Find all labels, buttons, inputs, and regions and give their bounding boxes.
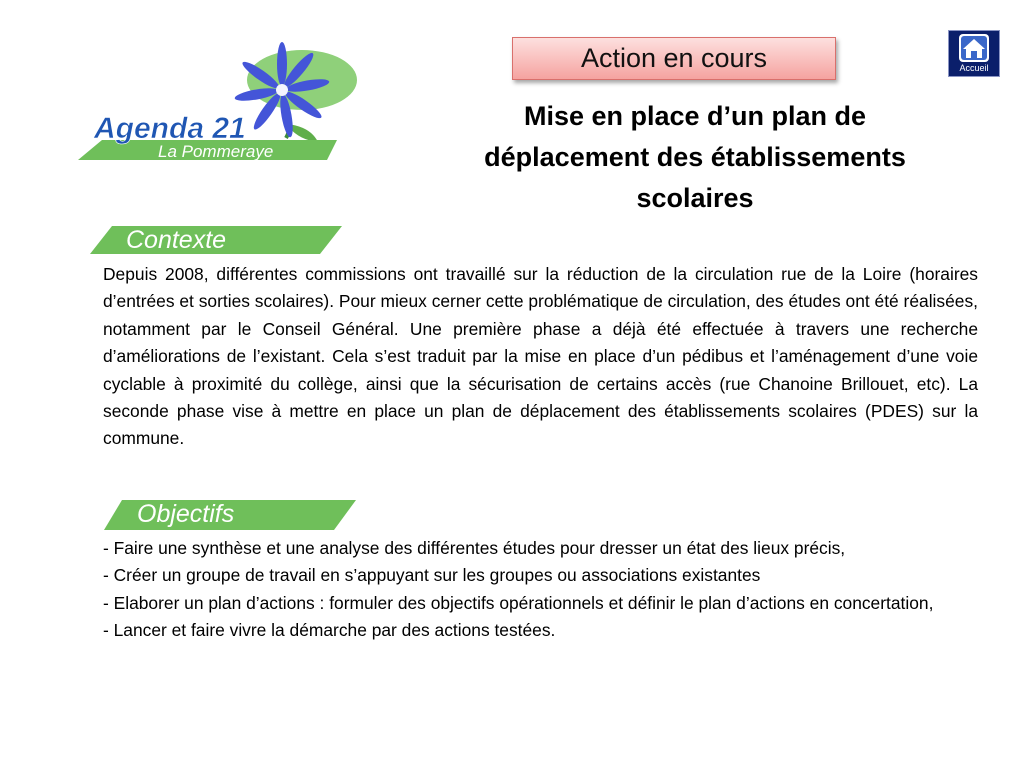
home-label: Accueil (959, 63, 989, 73)
context-paragraph: Depuis 2008, différentes commissions ont travaillé sur la réduction de la circulation rue de la Loire (horaires d’entrées et sorties scolaires). Pour mieux cerner cette problématique de circulation, des études ont été réalisées, notamment par le Conseil Général. Une première phase a déjà été effectuée à travers une recherche d’améliorations de l’existant. Cela s’est traduit par la mise en place d’un pédibus et l’aménagement d’une voie cyclable à proximité du collège, ainsi que la sécurisation de certains accès (rue Chanoine Brillouet, etc). La seconde phase vise à mettre en place un plan de déplacement des établissements scolaires (PDES) sur la commune. (103, 264, 978, 449)
objective-item: - Lancer et faire vivre la démarche par des actions testées. (103, 620, 556, 641)
home-icon (959, 34, 989, 62)
objective-item: - Faire une synthèse et une analyse des différentes études pour dresser un état des lieux précis, (103, 538, 846, 558)
logo-subtitle: La Pommeraye (158, 142, 274, 161)
home-button[interactable] (948, 30, 1000, 77)
context-heading-tab (90, 226, 342, 254)
status-label: Action en cours (580, 43, 768, 73)
objectives-list (103, 535, 973, 645)
agenda21-logo (72, 40, 372, 170)
objectives-heading-tab (104, 500, 356, 530)
status-badge (512, 37, 836, 80)
page-title: Mise en place d’un plan de déplacement des établissements scolaires (484, 101, 906, 213)
objective-item: - Elaborer un plan d’actions : formuler des objectifs opérationnels et définir le plan d’actions en concertation, (103, 592, 934, 613)
logo-title: Agenda 21 (94, 112, 246, 145)
objectives-heading: Objectifs (137, 500, 235, 528)
objective-item: - Créer un groupe de travail en s’appuyant sur les groupes ou associations existantes (103, 565, 761, 586)
context-heading: Contexte (126, 226, 227, 254)
